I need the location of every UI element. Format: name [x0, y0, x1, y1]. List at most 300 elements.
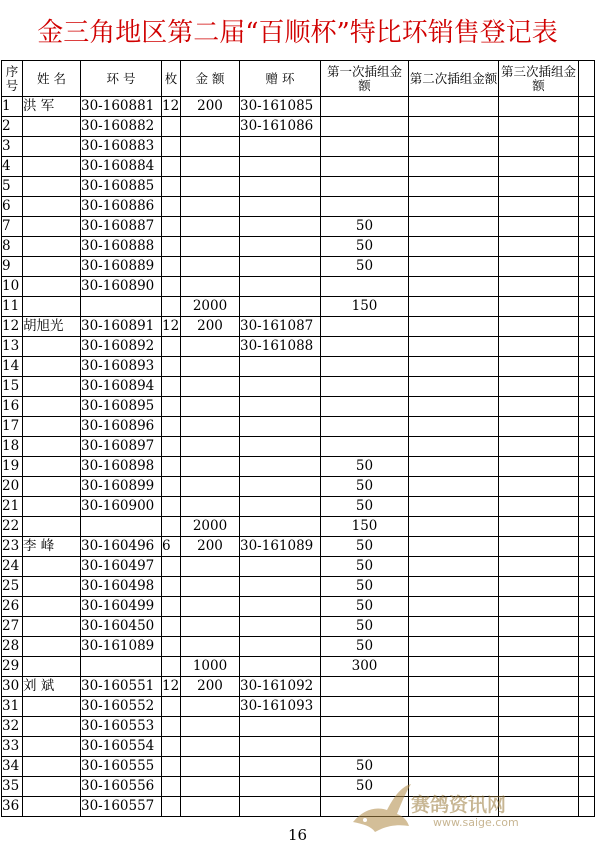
- round3-amount-cell: [499, 697, 579, 717]
- amount-cell: [181, 497, 240, 517]
- row-number-cell: 18: [2, 437, 23, 457]
- table-row: [2, 517, 595, 537]
- round2-amount-cell: [409, 737, 499, 757]
- ring-count-cell: [162, 757, 181, 777]
- blank-cell: [579, 397, 595, 417]
- gift-ring-cell: [240, 577, 321, 597]
- table-row: [2, 257, 595, 277]
- gift-ring-cell: 30-161086: [240, 117, 321, 137]
- table-row: [2, 697, 595, 717]
- row-number-cell: 20: [2, 477, 23, 497]
- ring-number-cell: 30-160900: [81, 497, 162, 517]
- amount-cell: [181, 137, 240, 157]
- ring-count-cell: [162, 117, 181, 137]
- header-round2: 第二次插组金额: [409, 61, 499, 97]
- ring-number-cell: 30-160498: [81, 577, 162, 597]
- row-number-cell: 36: [2, 797, 23, 817]
- table-row: [2, 397, 595, 417]
- ring-number-cell: 30-160891: [81, 317, 162, 337]
- buyer-name-cell: [23, 337, 81, 357]
- ring-count-cell: [162, 737, 181, 757]
- amount-cell: [181, 557, 240, 577]
- table-row: [2, 677, 595, 697]
- ring-count-cell: [162, 597, 181, 617]
- round1-amount-cell: 150: [321, 297, 409, 317]
- amount-cell: [181, 597, 240, 617]
- round3-amount-cell: [499, 557, 579, 577]
- row-number-cell: 34: [2, 757, 23, 777]
- round1-amount-cell: 50: [321, 497, 409, 517]
- gift-ring-cell: [240, 797, 321, 817]
- amount-cell: [181, 457, 240, 477]
- table-header-row: [2, 61, 595, 97]
- round3-amount-cell: [499, 377, 579, 397]
- header-ring: 环 号: [81, 61, 162, 97]
- round3-amount-cell: [499, 437, 579, 457]
- ring-number-cell: 30-160884: [81, 157, 162, 177]
- amount-cell: [181, 277, 240, 297]
- round3-amount-cell: [499, 517, 579, 537]
- round3-amount-cell: [499, 157, 579, 177]
- row-number-cell: 3: [2, 137, 23, 157]
- ring-number-cell: 30-160556: [81, 777, 162, 797]
- gift-ring-cell: [240, 597, 321, 617]
- round3-amount-cell: [499, 457, 579, 477]
- amount-cell: 200: [181, 677, 240, 697]
- round2-amount-cell: [409, 317, 499, 337]
- table-row: [2, 537, 595, 557]
- ring-count-cell: [162, 657, 181, 677]
- round1-amount-cell: [321, 417, 409, 437]
- buyer-name-cell: [23, 757, 81, 777]
- round2-amount-cell: [409, 137, 499, 157]
- round1-amount-cell: [321, 397, 409, 417]
- round2-amount-cell: [409, 457, 499, 477]
- table-row: [2, 317, 595, 337]
- row-number-cell: 22: [2, 517, 23, 537]
- blank-cell: [579, 737, 595, 757]
- ring-count-cell: [162, 437, 181, 457]
- ring-number-cell: 30-160552: [81, 697, 162, 717]
- gift-ring-cell: 30-161092: [240, 677, 321, 697]
- table-row: [2, 617, 595, 637]
- amount-cell: [181, 617, 240, 637]
- ring-number-cell: 30-160897: [81, 437, 162, 457]
- gift-ring-cell: 30-161089: [240, 537, 321, 557]
- buyer-name-cell: [23, 217, 81, 237]
- gift-ring-cell: [240, 757, 321, 777]
- row-number-cell: 5: [2, 177, 23, 197]
- buyer-name-cell: [23, 777, 81, 797]
- blank-cell: [579, 617, 595, 637]
- ring-number-cell: 30-160551: [81, 677, 162, 697]
- ring-number-cell: 30-160899: [81, 477, 162, 497]
- ring-number-cell: [81, 657, 162, 677]
- round3-amount-cell: [499, 297, 579, 317]
- table-row: [2, 657, 595, 677]
- row-number-cell: 1: [2, 97, 23, 117]
- round2-amount-cell: [409, 757, 499, 777]
- amount-cell: [181, 757, 240, 777]
- round2-amount-cell: [409, 197, 499, 217]
- buyer-name-cell: [23, 177, 81, 197]
- gift-ring-cell: [240, 657, 321, 677]
- round1-amount-cell: 50: [321, 477, 409, 497]
- round2-amount-cell: [409, 617, 499, 637]
- row-number-cell: 33: [2, 737, 23, 757]
- amount-cell: [181, 777, 240, 797]
- round2-amount-cell: [409, 117, 499, 137]
- blank-cell: [579, 777, 595, 797]
- amount-cell: [181, 357, 240, 377]
- table-row: [2, 437, 595, 457]
- table-row: [2, 577, 595, 597]
- gift-ring-cell: [240, 777, 321, 797]
- buyer-name-cell: 胡旭光: [23, 317, 81, 337]
- ring-count-cell: [162, 377, 181, 397]
- ring-count-cell: 12: [162, 317, 181, 337]
- ring-count-cell: [162, 217, 181, 237]
- ring-count-cell: [162, 297, 181, 317]
- blank-cell: [579, 357, 595, 377]
- row-number-cell: 2: [2, 117, 23, 137]
- row-number-cell: 12: [2, 317, 23, 337]
- amount-cell: 200: [181, 97, 240, 117]
- round1-amount-cell: 50: [321, 757, 409, 777]
- round2-amount-cell: [409, 597, 499, 617]
- row-number-cell: 11: [2, 297, 23, 317]
- round3-amount-cell: [499, 277, 579, 297]
- round2-amount-cell: [409, 657, 499, 677]
- gift-ring-cell: [240, 417, 321, 437]
- ring-count-cell: [162, 197, 181, 217]
- round3-amount-cell: [499, 257, 579, 277]
- table-row: [2, 377, 595, 397]
- amount-cell: [181, 437, 240, 457]
- row-number-cell: 9: [2, 257, 23, 277]
- ring-count-cell: [162, 577, 181, 597]
- round2-amount-cell: [409, 337, 499, 357]
- ring-number-cell: 30-160553: [81, 717, 162, 737]
- row-number-cell: 6: [2, 197, 23, 217]
- blank-cell: [579, 197, 595, 217]
- header-amount: 金 额: [181, 61, 240, 97]
- ring-count-cell: [162, 457, 181, 477]
- ring-number-cell: 30-160886: [81, 197, 162, 217]
- round2-amount-cell: [409, 577, 499, 597]
- ring-count-cell: [162, 397, 181, 417]
- blank-cell: [579, 257, 595, 277]
- blank-cell: [579, 417, 595, 437]
- round1-amount-cell: 50: [321, 257, 409, 277]
- ring-count-cell: [162, 237, 181, 257]
- row-number-cell: 13: [2, 337, 23, 357]
- round3-amount-cell: [499, 337, 579, 357]
- buyer-name-cell: [23, 517, 81, 537]
- amount-cell: [181, 117, 240, 137]
- row-number-cell: 10: [2, 277, 23, 297]
- round2-amount-cell: [409, 217, 499, 237]
- ring-count-cell: [162, 557, 181, 577]
- gift-ring-cell: [240, 737, 321, 757]
- row-number-cell: 26: [2, 597, 23, 617]
- buyer-name-cell: [23, 397, 81, 417]
- round2-amount-cell: [409, 177, 499, 197]
- amount-cell: [181, 477, 240, 497]
- round1-amount-cell: [321, 97, 409, 117]
- ring-number-cell: 30-160554: [81, 737, 162, 757]
- round3-amount-cell: [499, 597, 579, 617]
- amount-cell: [181, 217, 240, 237]
- table-row: [2, 117, 595, 137]
- amount-cell: [181, 337, 240, 357]
- gift-ring-cell: [240, 197, 321, 217]
- row-number-cell: 25: [2, 577, 23, 597]
- blank-cell: [579, 517, 595, 537]
- round1-amount-cell: 50: [321, 637, 409, 657]
- ring-number-cell: 30-160882: [81, 117, 162, 137]
- round1-amount-cell: [321, 197, 409, 217]
- table-row: [2, 737, 595, 757]
- round3-amount-cell: [499, 537, 579, 557]
- ring-number-cell: 30-160888: [81, 237, 162, 257]
- ring-count-cell: [162, 257, 181, 277]
- buyer-name-cell: [23, 797, 81, 817]
- ring-count-cell: [162, 177, 181, 197]
- ring-count-cell: [162, 697, 181, 717]
- buyer-name-cell: 李 峰: [23, 537, 81, 557]
- amount-cell: [181, 717, 240, 737]
- ring-number-cell: 30-160890: [81, 277, 162, 297]
- ring-number-cell: 30-160892: [81, 337, 162, 357]
- blank-cell: [579, 97, 595, 117]
- amount-cell: [181, 377, 240, 397]
- header-round3: 第三次插组金额: [499, 61, 579, 97]
- round2-amount-cell: [409, 697, 499, 717]
- round1-amount-cell: [321, 697, 409, 717]
- ring-count-cell: [162, 497, 181, 517]
- buyer-name-cell: [23, 717, 81, 737]
- row-number-cell: 14: [2, 357, 23, 377]
- gift-ring-cell: [240, 277, 321, 297]
- row-number-cell: 16: [2, 397, 23, 417]
- round3-amount-cell: [499, 477, 579, 497]
- buyer-name-cell: [23, 457, 81, 477]
- ring-count-cell: [162, 777, 181, 797]
- round1-amount-cell: 50: [321, 617, 409, 637]
- blank-cell: [579, 537, 595, 557]
- round2-amount-cell: [409, 497, 499, 517]
- row-number-cell: 17: [2, 417, 23, 437]
- round2-amount-cell: [409, 637, 499, 657]
- row-number-cell: 19: [2, 457, 23, 477]
- table-row: [2, 757, 595, 777]
- gift-ring-cell: [240, 377, 321, 397]
- gift-ring-cell: [240, 517, 321, 537]
- round1-amount-cell: [321, 357, 409, 377]
- table-row: [2, 497, 595, 517]
- gift-ring-cell: [240, 397, 321, 417]
- round1-amount-cell: [321, 737, 409, 757]
- round2-amount-cell: [409, 717, 499, 737]
- row-number-cell: 35: [2, 777, 23, 797]
- gift-ring-cell: [240, 437, 321, 457]
- table-row: [2, 197, 595, 217]
- amount-cell: [181, 257, 240, 277]
- ring-number-cell: 30-160895: [81, 397, 162, 417]
- gift-ring-cell: [240, 217, 321, 237]
- row-number-cell: 15: [2, 377, 23, 397]
- round2-amount-cell: [409, 437, 499, 457]
- ring-count-cell: [162, 417, 181, 437]
- round3-amount-cell: [499, 497, 579, 517]
- buyer-name-cell: [23, 117, 81, 137]
- gift-ring-cell: 30-161093: [240, 697, 321, 717]
- header-name: 姓 名: [23, 61, 81, 97]
- blank-cell: [579, 757, 595, 777]
- buyer-name-cell: [23, 437, 81, 457]
- gift-ring-cell: [240, 257, 321, 277]
- round1-amount-cell: [321, 177, 409, 197]
- row-number-cell: 32: [2, 717, 23, 737]
- ring-number-cell: 30-160450: [81, 617, 162, 637]
- buyer-name-cell: [23, 697, 81, 717]
- ring-number-cell: 30-160555: [81, 757, 162, 777]
- table-row: [2, 417, 595, 437]
- blank-cell: [579, 697, 595, 717]
- gift-ring-cell: [240, 637, 321, 657]
- ring-count-cell: [162, 797, 181, 817]
- round1-amount-cell: 50: [321, 457, 409, 477]
- round2-amount-cell: [409, 417, 499, 437]
- blank-cell: [579, 497, 595, 517]
- blank-cell: [579, 277, 595, 297]
- gift-ring-cell: [240, 297, 321, 317]
- buyer-name-cell: [23, 277, 81, 297]
- blank-cell: [579, 797, 595, 817]
- round1-amount-cell: [321, 717, 409, 737]
- buyer-name-cell: [23, 477, 81, 497]
- ring-count-cell: [162, 517, 181, 537]
- amount-cell: 2000: [181, 297, 240, 317]
- blank-cell: [579, 317, 595, 337]
- ring-number-cell: 30-160893: [81, 357, 162, 377]
- blank-cell: [579, 557, 595, 577]
- page-title: 金三角地区第二届“百顺杯”特比环销售登记表: [37, 18, 558, 48]
- round1-amount-cell: [321, 317, 409, 337]
- round2-amount-cell: [409, 97, 499, 117]
- watermark-text: 赛鸽资讯网: [411, 794, 507, 816]
- table-row: [2, 457, 595, 477]
- table-row: [2, 557, 595, 577]
- round3-amount-cell: [499, 197, 579, 217]
- row-number-cell: 7: [2, 217, 23, 237]
- buyer-name-cell: [23, 157, 81, 177]
- round3-amount-cell: [499, 737, 579, 757]
- gift-ring-cell: [240, 557, 321, 577]
- table-row: [2, 97, 595, 117]
- watermark-url: www.saige.com: [433, 816, 519, 829]
- blank-cell: [579, 457, 595, 477]
- amount-cell: 2000: [181, 517, 240, 537]
- table-row: [2, 177, 595, 197]
- round2-amount-cell: [409, 357, 499, 377]
- buyer-name-cell: 刘 斌: [23, 677, 81, 697]
- ring-count-cell: [162, 277, 181, 297]
- ring-number-cell: 30-160499: [81, 597, 162, 617]
- round1-amount-cell: 50: [321, 557, 409, 577]
- round3-amount-cell: [499, 657, 579, 677]
- table-row: [2, 717, 595, 737]
- buyer-name-cell: [23, 417, 81, 437]
- header-round1: 第一次插组金额: [321, 61, 409, 97]
- round1-amount-cell: [321, 277, 409, 297]
- round3-amount-cell: [499, 417, 579, 437]
- blank-cell: [579, 337, 595, 357]
- round1-amount-cell: 50: [321, 577, 409, 597]
- amount-cell: [181, 157, 240, 177]
- row-number-cell: 23: [2, 537, 23, 557]
- round3-amount-cell: [499, 577, 579, 597]
- gift-ring-cell: 30-161088: [240, 337, 321, 357]
- round1-amount-cell: [321, 677, 409, 697]
- row-number-cell: 29: [2, 657, 23, 677]
- amount-cell: [181, 697, 240, 717]
- ring-count-cell: [162, 137, 181, 157]
- round3-amount-cell: [499, 317, 579, 337]
- round3-amount-cell: [499, 757, 579, 777]
- buyer-name-cell: [23, 577, 81, 597]
- buyer-name-cell: [23, 597, 81, 617]
- round2-amount-cell: [409, 477, 499, 497]
- amount-cell: 200: [181, 317, 240, 337]
- blank-cell: [579, 117, 595, 137]
- amount-cell: [181, 737, 240, 757]
- table-row: [2, 277, 595, 297]
- round2-amount-cell: [409, 297, 499, 317]
- table-row: [2, 237, 595, 257]
- ring-count-cell: [162, 617, 181, 637]
- blank-cell: [579, 237, 595, 257]
- round2-amount-cell: [409, 677, 499, 697]
- buyer-name-cell: [23, 357, 81, 377]
- table-row: [2, 137, 595, 157]
- round3-amount-cell: [499, 237, 579, 257]
- blank-cell: [579, 637, 595, 657]
- round2-amount-cell: [409, 157, 499, 177]
- table-row: [2, 157, 595, 177]
- ring-number-cell: [81, 517, 162, 537]
- gift-ring-cell: [240, 237, 321, 257]
- round1-amount-cell: [321, 157, 409, 177]
- round3-amount-cell: [499, 617, 579, 637]
- buyer-name-cell: [23, 197, 81, 217]
- ring-count-cell: 6: [162, 537, 181, 557]
- buyer-name-cell: [23, 377, 81, 397]
- ring-number-cell: 30-160885: [81, 177, 162, 197]
- buyer-name-cell: 洪 军: [23, 97, 81, 117]
- round3-amount-cell: [499, 717, 579, 737]
- table-row: [2, 217, 595, 237]
- table-row: [2, 297, 595, 317]
- buyer-name-cell: [23, 557, 81, 577]
- ring-number-cell: 30-160894: [81, 377, 162, 397]
- row-number-cell: 8: [2, 237, 23, 257]
- amount-cell: [181, 237, 240, 257]
- amount-cell: [181, 637, 240, 657]
- gift-ring-cell: [240, 357, 321, 377]
- round3-amount-cell: [499, 117, 579, 137]
